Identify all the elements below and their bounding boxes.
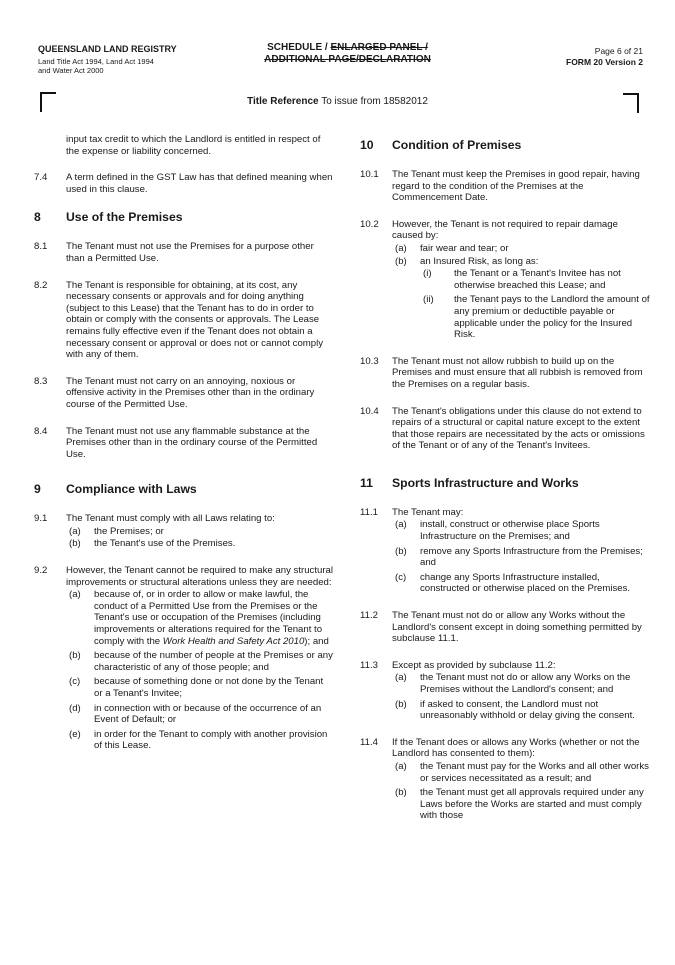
clause-number: 10.2 <box>360 218 379 230</box>
clause-8-2 <box>34 280 334 361</box>
sub-text: the Tenant must get all approvals required under any Laws before the Works are started and must comply with those <box>420 787 644 822</box>
clause-text: The Tenant must not allow rubbish to build up on the Premises and must ensure that all rubbish is removed from the Premises on a regular basis. <box>392 355 643 390</box>
sub-sub-item <box>420 268 650 291</box>
sub-item <box>66 703 334 726</box>
sub-label: (b) <box>69 538 81 550</box>
clause-text: The Tenant must not carry on an annoying, noxious or offensive activity in the Premises other than in the ordinary course of the Permitted Use. <box>66 375 315 410</box>
sub-text: install, construct or otherwise place Sports Infrastructure on the Premises; and <box>420 519 600 543</box>
clause-10-1 <box>360 169 650 204</box>
sub-label: (b) <box>395 698 407 710</box>
sub-item <box>392 256 650 341</box>
section-title: Sports Infrastructure and Works <box>392 475 579 490</box>
acts-line-2: and Water Act 2000 <box>38 66 104 75</box>
sub-text: in order for the Tenant to comply with another provision of this Lease. <box>94 728 328 752</box>
sub-label: (a) <box>395 672 407 684</box>
left-column <box>34 134 334 767</box>
sub-text: because of something done or not done by the Tenant or a Tenant's Invitee; <box>94 676 324 699</box>
sub-item <box>392 672 650 695</box>
header-center <box>230 42 465 66</box>
section-title: Condition of Premises <box>392 138 522 152</box>
clause-number: 10.1 <box>360 169 379 180</box>
acts-line-1: Land Title Act 1994, Land Act 1994 <box>38 57 154 66</box>
clause-11-2 <box>360 610 650 645</box>
sub-item <box>392 699 650 722</box>
sub-text: remove any Sports Infrastructure from the Premises; and <box>420 545 643 569</box>
clause-text: The Tenant must not use the Premises for a purpose other than a Permitted Use. <box>66 241 314 264</box>
sub-sub-label: (ii) <box>423 294 434 306</box>
clause-number: 9.1 <box>34 513 48 525</box>
section-number: 11 <box>360 475 373 490</box>
sub-sub-label: (i) <box>423 268 432 280</box>
header-left <box>38 44 177 75</box>
clause-number: 11.2 <box>360 610 378 622</box>
schedule-word: SCHEDULE / <box>267 42 328 53</box>
clause-text: The Tenant must keep the Premises in good repair, having regard to the condition of the Premises at the Commencement Date. <box>392 169 640 204</box>
clause-text: However, the Tenant cannot be required to make any structural improvements or structural alterations unless they are needed: <box>66 565 334 588</box>
sub-sub-text: the Tenant pays to the Landlord the amount of any premium or deductible payable or applicable under the policy for the Insured Risk. <box>454 294 650 341</box>
sub-label: (a) <box>69 589 81 601</box>
section-title: Use of the Premises <box>66 210 183 225</box>
form-version: FORM 20 Version 2 <box>566 57 643 67</box>
clause-8-3 <box>34 376 334 411</box>
sub-label: (d) <box>69 702 81 714</box>
clause-text: However, the Tenant is not required to repair damage caused by: <box>392 218 618 242</box>
sub-text: the Premises; or <box>94 525 164 537</box>
clause-number: 11.3 <box>360 659 378 671</box>
title-ref-value: To issue from 18582012 <box>321 96 428 107</box>
sub-item <box>66 729 334 752</box>
sub-item <box>392 572 650 595</box>
section-9-heading <box>34 482 334 496</box>
clause-number: 9.2 <box>34 565 48 577</box>
clause-9-1 <box>34 513 334 550</box>
sub-item <box>66 589 334 647</box>
header-right <box>566 46 643 68</box>
sub-label: (c) <box>69 676 81 688</box>
sub-item <box>392 519 650 542</box>
sub-item <box>66 538 334 550</box>
sub-label: (b) <box>395 787 407 799</box>
section-number: 8 <box>34 210 41 225</box>
sub-item <box>392 243 650 255</box>
section-number: 10 <box>360 138 374 152</box>
sub-text: the Tenant's use of the Premises. <box>94 538 236 550</box>
continued-text: input tax credit to which the Landlord is entitled in respect of the expense or liability concerned. <box>66 134 321 157</box>
clause-number: 7.4 <box>34 172 48 184</box>
clause-number: 8.1 <box>34 241 48 253</box>
sub-label: (b) <box>395 255 407 267</box>
clause-text: A term defined in the GST Law has that defined meaning when used in this clause. <box>66 172 333 195</box>
sub-text: an Insured Risk, as long as: <box>420 255 539 267</box>
clause-9-2 <box>34 565 334 752</box>
sub-sub-item <box>420 294 650 340</box>
clause-8-4 <box>34 426 334 461</box>
clause-text: The Tenant must not use any flammable substance at the Premises other than in the ordinary course of the Permitted Use. <box>66 425 318 460</box>
sub-label: (a) <box>395 242 407 254</box>
clause-11-1 <box>360 507 650 595</box>
sub-item <box>392 787 650 822</box>
sub-item <box>66 650 334 673</box>
clause-text: The Tenant must not do or allow any Works without the Landlord's consent except in doing something permitted by subclause 11.1. <box>392 610 642 645</box>
sub-item <box>392 761 650 784</box>
sub-label: (b) <box>69 650 81 662</box>
sub-text: fair wear and tear; or <box>420 242 509 254</box>
sub-text: because of the number of people at the Premises or any characteristic of any of those people; and <box>94 650 333 673</box>
clause-text: The Tenant is responsible for obtaining, at its cost, any necessary consents or approvals and for doing anything (subject to this Lease) that the Tenant has to do in order to obtain or comply with the consents or approvals. The Lease remains fully effective even if the Tenant does not obtain a necessary consent or approval or does not or cannot comply with any of them. <box>66 279 324 361</box>
clause-10-3 <box>360 356 650 391</box>
sub-text: the Tenant must pay for the Works and all other works or services necessitated as a result; and <box>420 760 649 784</box>
section-title: Compliance with Laws <box>66 482 197 497</box>
right-column <box>360 134 650 837</box>
sub-label: (b) <box>395 545 407 557</box>
clause-number: 10.3 <box>360 355 379 367</box>
sub-text: the Tenant must not do or allow any Works on the Premises without the Landlord's consent; and <box>420 672 631 695</box>
clause-text: The Tenant's obligations under this clause do not extend to repairs of a structural or capital nature except to the extent that those repairs are necessitated by the acts or omissions of the Tenant or of any of the Tenant's Invitees. <box>392 405 645 452</box>
sub-label: (e) <box>69 728 81 740</box>
clause-7-4 <box>34 172 334 195</box>
clause-number: 8.4 <box>34 425 48 437</box>
clause-number: 8.3 <box>34 375 48 387</box>
clause-number: 11.1 <box>360 506 378 518</box>
section-11-heading <box>360 476 650 490</box>
title-ref-label: Title Reference <box>247 96 319 107</box>
clause-10-2 <box>360 219 650 341</box>
section-number: 9 <box>34 482 41 497</box>
clause-text: If the Tenant does or allows any Works (whether or not the Landlord has consented to them): <box>392 736 640 760</box>
clause-number: 10.4 <box>360 405 379 417</box>
schedule-line <box>230 42 465 54</box>
registry-name: QUEENSLAND LAND REGISTRY <box>38 44 177 54</box>
clause-text: The Tenant may: <box>392 506 464 518</box>
clause-10-4 <box>360 406 650 452</box>
clause-11-4 <box>360 737 650 822</box>
act-name: Work Health and Safety Act 2010 <box>162 635 305 647</box>
title-reference <box>0 96 675 107</box>
sub-text: change any Sports Infrastructure installed, constructed or otherwise placed on the Premises. <box>420 571 631 595</box>
clause-text: The Tenant must comply with all Laws relating to: <box>66 513 275 525</box>
clause-number: 8.2 <box>34 279 48 291</box>
clause-text: Except as provided by subclause 11.2: <box>392 659 556 671</box>
sub-text: if asked to consent, the Landlord must not unreasonably withhold or delay giving the consent. <box>420 698 635 722</box>
sub-sub-text: the Tenant or a Tenant's Invitee has not otherwise breached this Lease; and <box>454 268 621 291</box>
sub-label: (c) <box>395 571 407 583</box>
clause-11-3 <box>360 660 650 722</box>
sub-label: (a) <box>69 525 81 537</box>
sub-text: because of, or in order to allow or make lawful, the conduct of a Permitted Use from the Premises or the Tenant's use or occupation of the Premises (including improvements or alterations required for the Tenant to comply with the <box>94 589 323 647</box>
sub-label: (a) <box>395 519 407 531</box>
section-10-heading <box>360 138 650 152</box>
struck-text-2: ADDITIONAL PAGE/DECLARATION <box>264 54 431 65</box>
sub-label: (a) <box>395 760 407 772</box>
page-number: Page 6 of 21 <box>594 46 643 56</box>
sub-item <box>66 526 334 538</box>
clause-8-1 <box>34 241 334 264</box>
section-8-heading <box>34 210 334 224</box>
sub-item <box>66 676 334 699</box>
sub-text: in connection with or because of the occurrence of an Event of Default; or <box>94 702 322 726</box>
struck-text-1: ENLARGED PANEL / <box>330 42 428 53</box>
sub-item <box>392 546 650 569</box>
sub-text-end: ); and <box>304 635 329 647</box>
clause-number: 11.4 <box>360 736 378 748</box>
